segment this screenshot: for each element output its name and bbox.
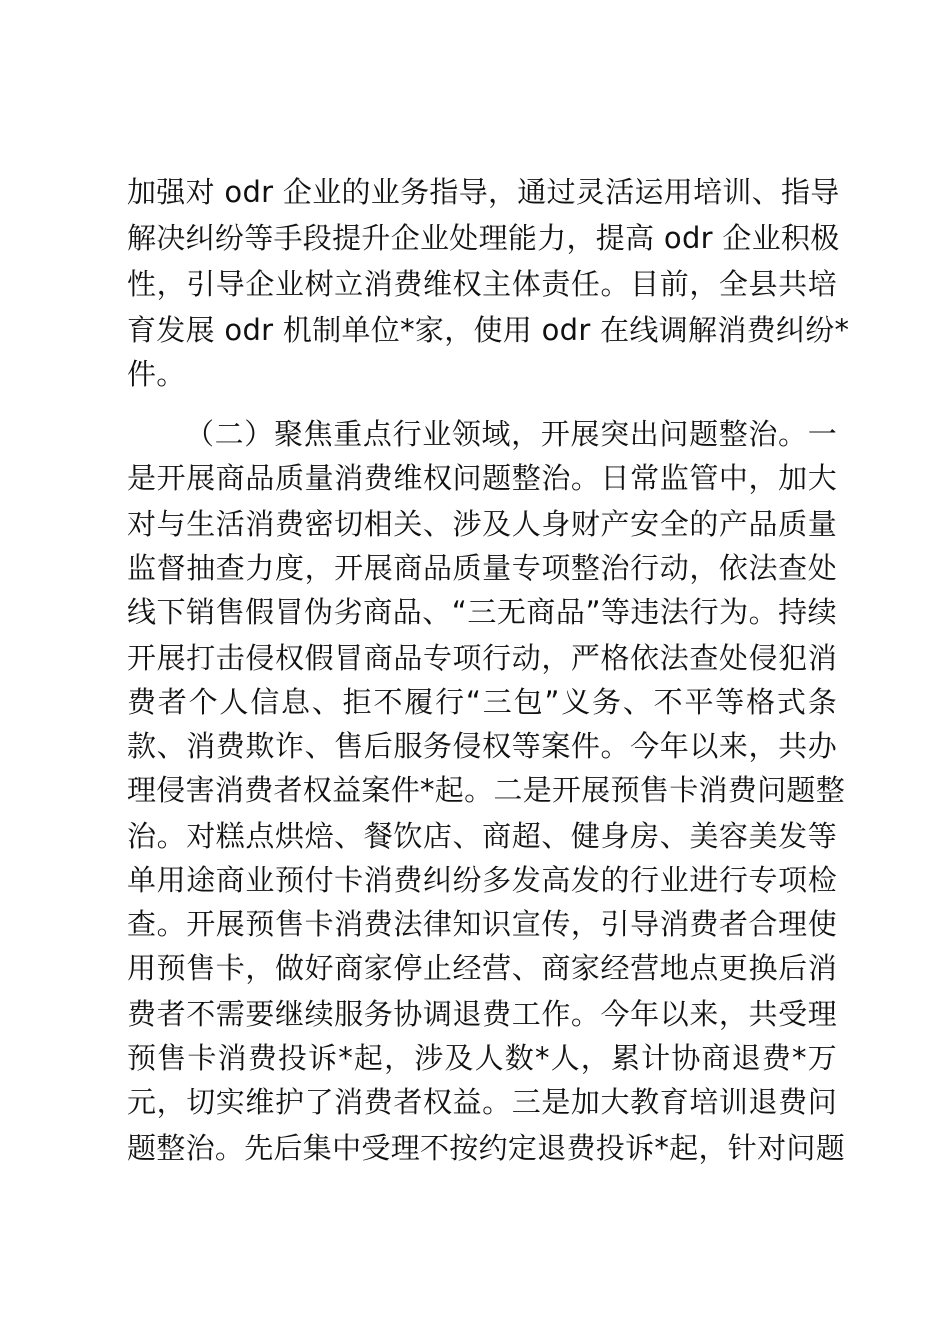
paragraph2-line-11: 单用途商业预付卡消费纠纷多发高发的行业进行专项检 — [127, 863, 837, 897]
paragraph2-line-5: 线下销售假冒伪劣商品、“三无商品”等违法行为。持续 — [127, 595, 837, 629]
paragraph2-line-9: 理侵害消费者权益案件*起。二是开展预售卡消费问题整 — [127, 773, 846, 807]
paragraph2-line-6: 开展打击侵权假冒商品专项行动，严格依法查处侵犯消 — [127, 641, 837, 675]
paragraph2-line-15: 预售卡消费投诉*起，涉及人数*人，累计协商退费*万 — [127, 1041, 837, 1075]
paragraph2-line-8: 款、消费欺诈、售后服务侵权等案件。今年以来，共办 — [127, 729, 837, 763]
paragraph1-line-2: 解决纠纷等手段提升企业处理能力，提高 odr 企业积极 — [127, 221, 840, 255]
paragraph2-line-12: 查。开展预售卡消费法律知识宣传，引导消费者合理使 — [127, 907, 837, 941]
paragraph2-line-2: 是开展商品质量消费维权问题整治。日常监管中，加大 — [127, 461, 837, 495]
paragraph1-line-4: 育发展 odr 机制单位*家，使用 odr 在线调解消费纠纷* — [127, 313, 850, 347]
paragraph2-line-1: （二）聚焦重点行业领域，开展突出问题整治。一 — [185, 417, 837, 451]
paragraph1-line-1: 加强对 odr 企业的业务指导，通过灵活运用培训、指导 — [127, 175, 840, 209]
paragraph2-line-14: 费者不需要继续服务协调退费工作。今年以来，共受理 — [127, 997, 837, 1031]
paragraph2-line-16: 元，切实维护了消费者权益。三是加大教育培训退费问 — [127, 1085, 837, 1119]
paragraph2-line-13: 用预售卡，做好商家停止经营、商家经营地点更换后消 — [127, 951, 837, 985]
paragraph2-line-10: 治。对糕点烘焙、餐饮店、商超、健身房、美容美发等 — [127, 819, 837, 853]
paragraph1-line-5: 件。 — [127, 357, 186, 391]
paragraph2-line-4: 监督抽查力度，开展商品质量专项整治行动，依法查处 — [127, 551, 837, 585]
paragraph2-line-17: 题整治。先后集中受理不按约定退费投诉*起，针对问题 — [127, 1131, 846, 1165]
paragraph2-line-7: 费者个人信息、拒不履行“三包”义务、不平等格式条 — [127, 685, 837, 719]
paragraph2-line-3: 对与生活消费密切相关、涉及人身财产安全的产品质量 — [127, 507, 837, 541]
paragraph1-line-3: 性，引导企业树立消费维权主体责任。目前，全县共培 — [127, 267, 837, 301]
